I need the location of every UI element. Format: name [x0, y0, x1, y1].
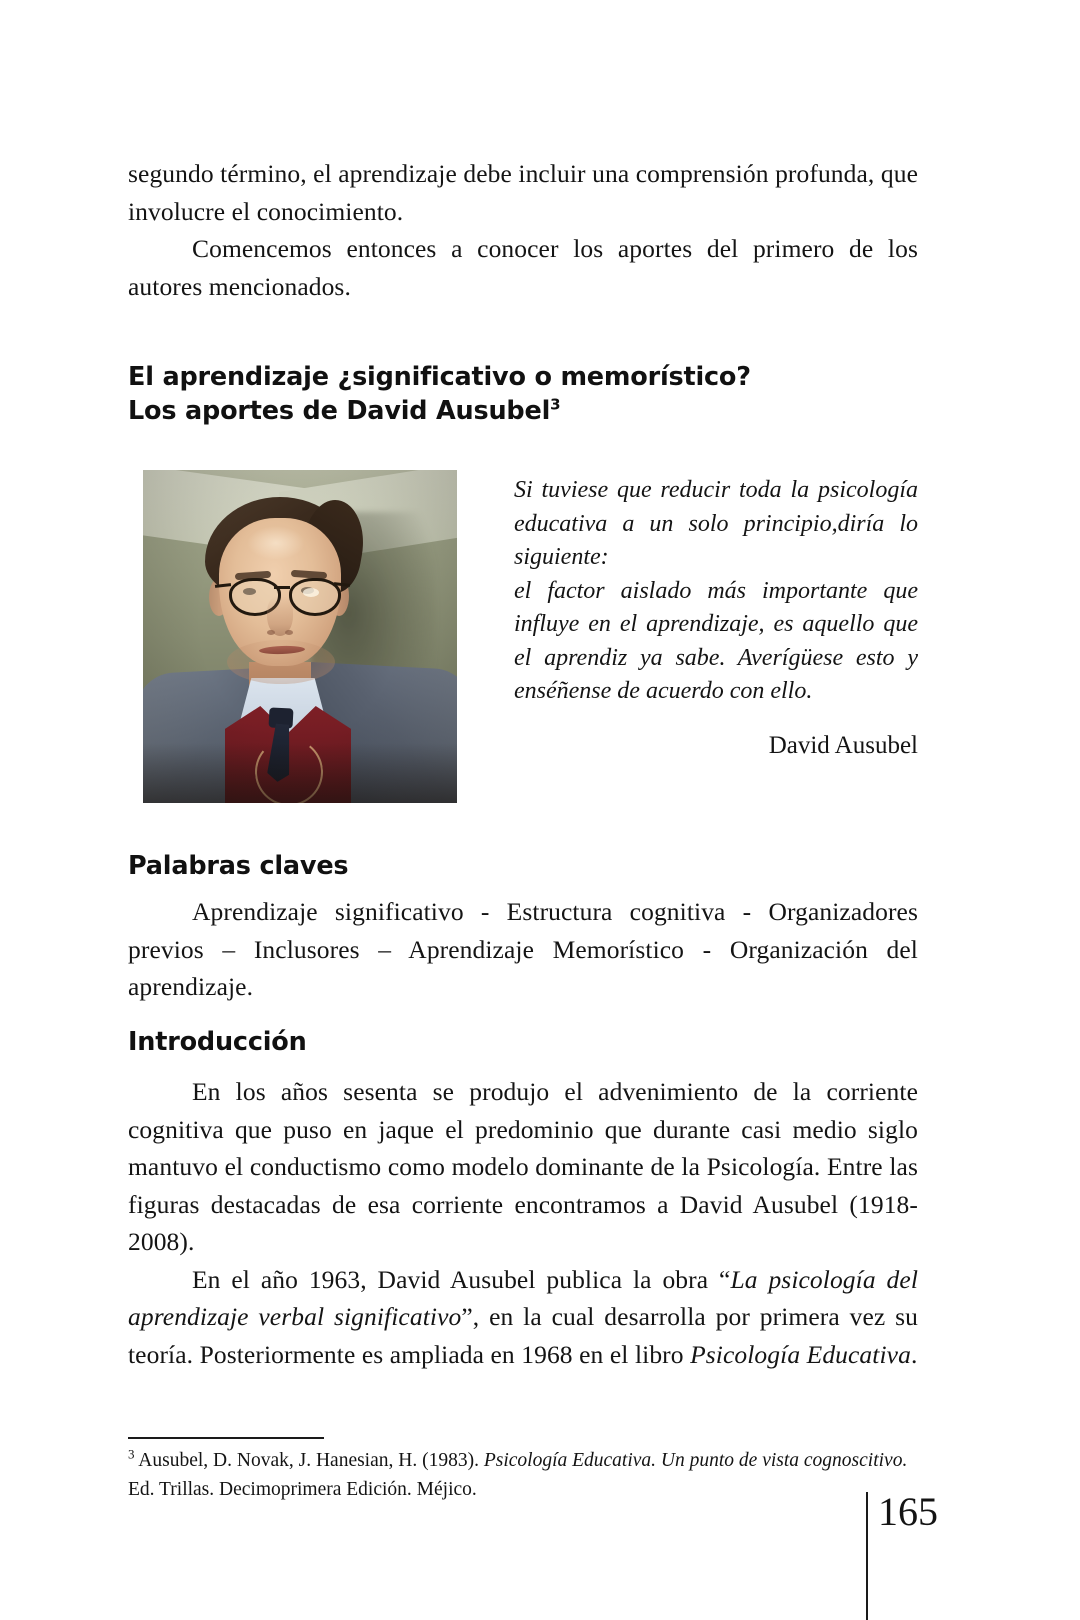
- footnote-marker: 3: [128, 1446, 135, 1462]
- quote-attribution: David Ausubel: [768, 731, 918, 759]
- footnote-text: [128, 1446, 924, 1504]
- intro-p2-part3: .: [910, 1339, 918, 1369]
- intro-p2-title-2: Psicología Educativa: [690, 1339, 911, 1369]
- heading-introduccion: Introducción: [128, 1027, 307, 1057]
- quote-line-2: el factor aislado más importante que influye en el aprendizaje, es aquello que el aprendiz ya sabe. Averígüese esto y enséñense de acuerdo con ello.: [514, 577, 918, 704]
- portrait-photo-david-ausubel: [143, 470, 457, 803]
- intro-p2-title-1: La psicología del aprendizaje verbal significativo: [128, 1264, 919, 1331]
- footnote-part2: Ed. Trillas. Decimoprimera Edición. Méjico.: [128, 1479, 477, 1500]
- keywords-text: Aprendizaje significativo - Estructura cognitiva - Organizadores previos – Inclusores – Aprendizaje Memorístico - Organización del aprendizaje.: [128, 897, 918, 1001]
- keywords-block: [128, 893, 918, 1006]
- section-title-line1: El aprendizaje ¿significativo o memorístico?: [128, 362, 751, 392]
- folio-rule: [866, 1492, 868, 1620]
- heading-palabras-claves: Palabras claves: [128, 851, 349, 881]
- paragraph-continuation: segundo término, el aprendizaje debe incluir una comprensión profunda, que involucre el conocimiento.: [128, 159, 918, 226]
- page-number: 165: [878, 1489, 938, 1534]
- pull-quote: [514, 474, 918, 761]
- intro-paragraph-2: [128, 1261, 918, 1374]
- paragraph-comencemos: Comencemos entonces a conocer los aportes del primero de los autores mencionados.: [128, 234, 918, 301]
- footnote-separator-rule: [128, 1437, 324, 1439]
- introduction-block: [128, 1073, 918, 1373]
- section-title-line2-text: Los aportes de David Ausubel: [128, 396, 551, 426]
- intro-p2-part2: ”, en la cual desarrolla por primera vez su teoría. Posteriormente es ampliada en 1968 en el libro: [128, 1302, 918, 1369]
- footnote-ref-marker: 3: [550, 395, 561, 414]
- section-title-line2: [128, 394, 918, 428]
- footnote-part1: Ausubel, D. Novak, J. Hanesian, H. (1983).: [134, 1450, 484, 1471]
- section-title: [128, 360, 918, 428]
- footnote-title-italic: Psicología Educativa. Un punto de vista cognoscitivo.: [483, 1450, 908, 1471]
- intro-p2-part1: En el año 1963, David Ausubel publica la obra “: [192, 1264, 731, 1294]
- intro-paragraph-1: En los años sesenta se produjo el advenimiento de la corriente cognitiva que puso en jaque el predominio que durante casi medio siglo mantuvo el conductismo como modelo dominante de la Psicología. Entre las figuras destacadas de esa corriente encontramos a David Ausubel (1918-2008).: [128, 1077, 918, 1256]
- quote-line-1: Si tuviese que reducir toda la psicología educativa a un solo principio,diría lo siguiente:: [514, 477, 918, 570]
- top-text-column: [128, 155, 918, 305]
- photo-vignette: [143, 470, 457, 803]
